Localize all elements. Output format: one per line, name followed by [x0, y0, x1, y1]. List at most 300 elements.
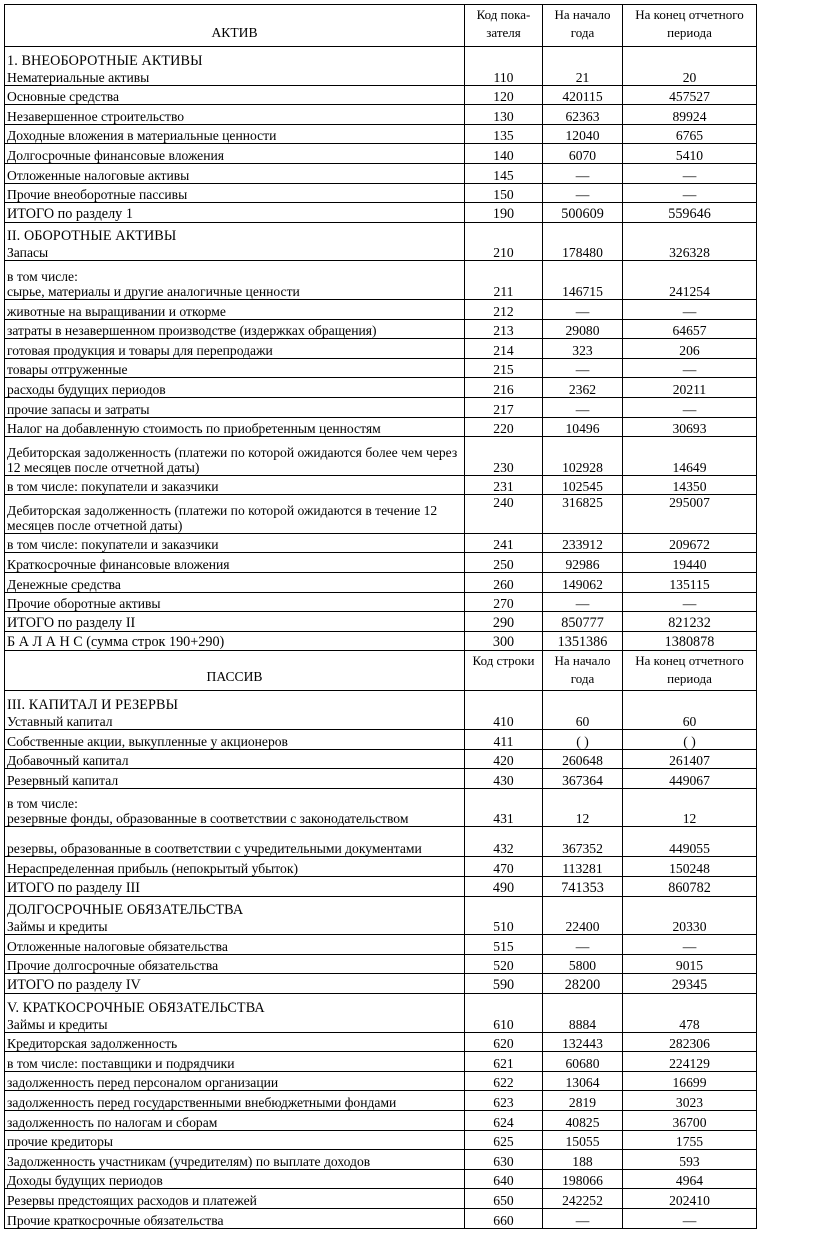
row-name-cell — [5, 163, 465, 183]
row-name: Займы и кредиты — [7, 1016, 108, 1032]
row-name-cell — [5, 553, 465, 573]
row-end-value: 20211 — [623, 378, 757, 398]
row-name-cell — [5, 397, 465, 417]
row-name-cell — [5, 857, 465, 877]
row-name: Прочие оборотные активы — [7, 596, 161, 612]
row-end-value: 821232 — [623, 612, 757, 632]
row-code: 217 — [465, 397, 543, 417]
row-name: товары отгруженные — [7, 362, 128, 378]
row-end-value: — — [623, 397, 757, 417]
row-start-value: 149062 — [543, 573, 623, 593]
row-end-value: — — [623, 299, 757, 319]
row-name-cell — [5, 105, 465, 125]
row-code: 135 — [465, 124, 543, 144]
row-end-value: — — [623, 183, 757, 203]
row-start-value: 102545 — [543, 475, 623, 495]
row-end-value: 295007 — [623, 495, 757, 534]
passive-header-title: ПАССИВ — [5, 651, 465, 691]
row-start-value: 316825 — [543, 495, 623, 534]
row-code: 214 — [465, 339, 543, 359]
row-name-cell — [5, 1071, 465, 1091]
row-code: 130 — [465, 105, 543, 125]
row-code: 420 — [465, 749, 543, 769]
row-name: Займы и кредиты — [7, 919, 108, 935]
row-name: Дебиторская задолженность (платежи по которой ожидаются более чем через 12 месяцев после отчетной даты) — [7, 444, 458, 475]
row-code: 623 — [465, 1091, 543, 1111]
row-code: 430 — [465, 769, 543, 789]
row-code: 241 — [465, 533, 543, 553]
row-end-value: ( ) — [623, 730, 757, 750]
row-name: затраты в незавершенном производстве (издержках обращения) — [7, 323, 377, 339]
row-end-value: 3023 — [623, 1091, 757, 1111]
table-row — [5, 183, 757, 203]
row-name: в том числе: поставщики и подрядчики — [7, 1055, 235, 1071]
row-code: 432 — [465, 827, 543, 857]
row-name: готовая продукция и товары для перепродажи — [7, 342, 273, 358]
table-row — [5, 749, 757, 769]
table-row — [5, 203, 757, 223]
row-start-value: 62363 — [543, 105, 623, 125]
row-start-value: — — [543, 163, 623, 183]
row-name: ИТОГО по разделу III — [7, 879, 140, 896]
table-row — [5, 437, 757, 476]
table-row — [5, 495, 757, 534]
row-end-value: 150248 — [623, 857, 757, 877]
row-code: 630 — [465, 1150, 543, 1170]
row-start-value: 60 — [543, 691, 623, 730]
row-code: 431 — [465, 788, 543, 827]
row-start-value: 40825 — [543, 1110, 623, 1130]
row-start-value: 8884 — [543, 993, 623, 1032]
row-end-value: 559646 — [623, 203, 757, 223]
row-name-cell — [5, 1091, 465, 1111]
row-name-cell — [5, 974, 465, 994]
row-start-value: 850777 — [543, 612, 623, 632]
table-row — [5, 954, 757, 974]
row-start-value: 13064 — [543, 1071, 623, 1091]
row-name: ИТОГО по разделу IV — [7, 976, 141, 993]
active-header-end: На конец отчетного периода — [623, 5, 757, 47]
table-row — [5, 769, 757, 789]
row-start-value: 5800 — [543, 954, 623, 974]
row-name-cell — [5, 896, 465, 935]
row-name-cell — [5, 183, 465, 203]
row-end-value: — — [623, 163, 757, 183]
row-name-cell — [5, 573, 465, 593]
row-name: Основные средства — [7, 89, 120, 105]
row-name-cell — [5, 592, 465, 612]
active-header-title: АКТИВ — [5, 5, 465, 47]
row-name: Запасы — [7, 245, 49, 261]
row-code: 140 — [465, 144, 543, 164]
row-start-value: ( ) — [543, 730, 623, 750]
row-start-value: 1351386 — [543, 631, 623, 651]
row-name: Долгосрочные финансовые вложения — [7, 147, 225, 163]
row-code: 590 — [465, 974, 543, 994]
row-end-value: 4964 — [623, 1169, 757, 1189]
row-name: Б А Л А Н С (сумма строк 190+290) — [7, 634, 225, 651]
row-start-value: 367364 — [543, 769, 623, 789]
row-start-value: 2362 — [543, 378, 623, 398]
row-start-value: 146715 — [543, 261, 623, 300]
row-end-value: 261407 — [623, 749, 757, 769]
row-end-value: 478 — [623, 993, 757, 1032]
row-start-value: 92986 — [543, 553, 623, 573]
row-start-value: 420115 — [543, 85, 623, 105]
row-name: ИТОГО по разделу II — [7, 614, 136, 631]
row-code: 120 — [465, 85, 543, 105]
row-name: Незавершенное строительство — [7, 108, 185, 124]
row-end-value: 135115 — [623, 573, 757, 593]
passive-header-row — [5, 651, 757, 691]
row-name-cell — [5, 1150, 465, 1170]
row-code: 490 — [465, 877, 543, 897]
row-end-value: — — [623, 935, 757, 955]
row-name: Задолженность участникам (учредителям) по выплате доходов — [7, 1153, 371, 1169]
row-name-cell — [5, 85, 465, 105]
row-start-value: 29080 — [543, 319, 623, 339]
row-code: 650 — [465, 1189, 543, 1209]
row-start-value: — — [543, 183, 623, 203]
row-name: задолженность перед государственными внебюджетными фондами — [7, 1094, 397, 1110]
row-end-value: 9015 — [623, 954, 757, 974]
row-code: 640 — [465, 1169, 543, 1189]
row-name: Прочие краткосрочные обязательства — [7, 1212, 224, 1228]
row-name-cell — [5, 749, 465, 769]
row-name: Собственные акции, выкупленные у акционеров — [7, 733, 288, 749]
section-title: III. КАПИТАЛ И РЕЗЕРВЫ — [7, 697, 179, 714]
row-end-value: 14649 — [623, 437, 757, 476]
table-row — [5, 1110, 757, 1130]
table-row — [5, 1169, 757, 1189]
table-row — [5, 1150, 757, 1170]
table-row — [5, 1208, 757, 1228]
row-name: Резервы предстоящих расходов и платежей — [7, 1192, 257, 1208]
row-name: Налог на добавленную стоимость по приобретенным ценностям — [7, 421, 381, 437]
row-name-cell — [5, 612, 465, 632]
row-name-cell — [5, 631, 465, 651]
row-code: 270 — [465, 592, 543, 612]
row-name-cell — [5, 1052, 465, 1072]
table-row — [5, 1032, 757, 1052]
row-end-value: 593 — [623, 1150, 757, 1170]
row-code: 210 — [465, 222, 543, 261]
row-name: Доходные вложения в материальные ценности — [7, 128, 277, 144]
table-row — [5, 592, 757, 612]
row-code: 515 — [465, 935, 543, 955]
row-name-cell — [5, 1032, 465, 1052]
row-name-cell — [5, 1110, 465, 1130]
row-code: 230 — [465, 437, 543, 476]
table-row — [5, 299, 757, 319]
row-name-cell — [5, 1169, 465, 1189]
row-name: Доходы будущих периодов — [7, 1173, 163, 1189]
table-row — [5, 631, 757, 651]
row-name: Нематериальные активы — [7, 69, 150, 85]
table-row — [5, 788, 757, 827]
table-row — [5, 857, 757, 877]
row-name-cell — [5, 495, 465, 534]
row-end-value: 29345 — [623, 974, 757, 994]
row-name-cell — [5, 358, 465, 378]
row-code: 621 — [465, 1052, 543, 1072]
row-start-value: 12040 — [543, 124, 623, 144]
row-code: 212 — [465, 299, 543, 319]
table-row — [5, 533, 757, 553]
row-start-value: 367352 — [543, 827, 623, 857]
row-end-value: 1380878 — [623, 631, 757, 651]
row-name: расходы будущих периодов — [7, 381, 166, 397]
row-end-value: 64657 — [623, 319, 757, 339]
row-end-value: 1755 — [623, 1130, 757, 1150]
row-name: прочие запасы и затраты — [7, 401, 150, 417]
row-name: прочие кредиторы — [7, 1134, 113, 1150]
row-end-value: 209672 — [623, 533, 757, 553]
table-row — [5, 1091, 757, 1111]
row-code: 220 — [465, 417, 543, 437]
row-name-cell — [5, 378, 465, 398]
table-row — [5, 1189, 757, 1209]
row-name-cell — [5, 533, 465, 553]
table-row — [5, 144, 757, 164]
row-code: 660 — [465, 1208, 543, 1228]
row-start-value: — — [543, 1208, 623, 1228]
row-name: задолженность перед персоналом организации — [7, 1075, 279, 1091]
row-code: 150 — [465, 183, 543, 203]
table-row — [5, 261, 757, 300]
balance-sheet-body — [5, 5, 757, 1229]
table-row — [5, 974, 757, 994]
row-name-cell — [5, 827, 465, 857]
row-name-cell — [5, 222, 465, 261]
row-code: 110 — [465, 47, 543, 86]
row-code: 231 — [465, 475, 543, 495]
row-end-value: 14350 — [623, 475, 757, 495]
row-name: задолженность по налогам и сборам — [7, 1114, 218, 1130]
row-name-cell — [5, 954, 465, 974]
row-start-value: — — [543, 299, 623, 319]
row-name: Дебиторская задолженность (платежи по которой ожидаются в течение 12 месяцев после отчетной даты) — [7, 502, 438, 533]
row-name: Прочие внеоборотные пассивы — [7, 187, 188, 203]
table-row — [5, 553, 757, 573]
row-start-value: 242252 — [543, 1189, 623, 1209]
row-name-cell — [5, 437, 465, 476]
table-row — [5, 730, 757, 750]
table-row — [5, 877, 757, 897]
row-start-value: 10496 — [543, 417, 623, 437]
row-end-value: 6765 — [623, 124, 757, 144]
row-name-cell — [5, 935, 465, 955]
row-end-value: — — [623, 358, 757, 378]
table-row — [5, 378, 757, 398]
row-code: 610 — [465, 993, 543, 1032]
row-name: в том числе: покупатели и заказчики — [7, 537, 219, 553]
row-end-value: 30693 — [623, 417, 757, 437]
table-row — [5, 163, 757, 183]
row-code: 625 — [465, 1130, 543, 1150]
active-header-start: На начало года — [543, 5, 623, 47]
row-code: 470 — [465, 857, 543, 877]
row-name: Уставный капитал — [7, 714, 113, 730]
row-end-value: 206 — [623, 339, 757, 359]
passive-header-start: На начало года — [543, 651, 623, 691]
row-code: 216 — [465, 378, 543, 398]
row-start-value: — — [543, 397, 623, 417]
row-code: 620 — [465, 1032, 543, 1052]
table-row — [5, 993, 757, 1032]
row-start-value: 188 — [543, 1150, 623, 1170]
row-end-value: 860782 — [623, 877, 757, 897]
row-start-value: — — [543, 592, 623, 612]
section-title: ДОЛГОСРОЧНЫЕ ОБЯЗАТЕЛЬСТВА — [7, 902, 244, 919]
row-end-value: 16699 — [623, 1071, 757, 1091]
section-title: II. ОБОРОТНЫЕ АКТИВЫ — [7, 228, 177, 245]
row-end-value: 5410 — [623, 144, 757, 164]
row-name-cell — [5, 299, 465, 319]
row-start-value: 28200 — [543, 974, 623, 994]
row-code: 240 — [465, 495, 543, 534]
row-prefix: в том числе: — [7, 796, 78, 812]
table-row — [5, 358, 757, 378]
row-name-cell — [5, 788, 465, 827]
row-code: 213 — [465, 319, 543, 339]
row-end-value: 36700 — [623, 1110, 757, 1130]
row-end-value: — — [623, 592, 757, 612]
row-name-cell — [5, 1130, 465, 1150]
row-name-cell — [5, 769, 465, 789]
row-start-value: 102928 — [543, 437, 623, 476]
table-row — [5, 1052, 757, 1072]
row-end-value: 326328 — [623, 222, 757, 261]
row-end-value: 20 — [623, 47, 757, 86]
row-prefix: в том числе: — [7, 268, 78, 284]
table-row — [5, 105, 757, 125]
row-name: Кредиторская задолженность — [7, 1036, 178, 1052]
row-name-cell — [5, 993, 465, 1032]
row-start-value: 323 — [543, 339, 623, 359]
row-start-value: 12 — [543, 788, 623, 827]
row-name: в том числе: покупатели и заказчики — [7, 479, 219, 495]
row-start-value: 6070 — [543, 144, 623, 164]
row-end-value: 282306 — [623, 1032, 757, 1052]
row-start-value: — — [543, 358, 623, 378]
row-name: резервные фонды, образованные в соответствии с законодательством — [7, 811, 409, 827]
row-name-cell — [5, 261, 465, 300]
table-row — [5, 612, 757, 632]
row-name: животные на выращивании и откорме — [7, 303, 226, 319]
table-row — [5, 85, 757, 105]
row-name-cell — [5, 1189, 465, 1209]
table-row — [5, 573, 757, 593]
table-row — [5, 827, 757, 857]
row-name: Добавочный капитал — [7, 753, 129, 769]
row-name-cell — [5, 475, 465, 495]
row-code: 211 — [465, 261, 543, 300]
row-name: Прочие долгосрочные обязательства — [7, 958, 219, 974]
active-header-code: Код пока-зателя — [465, 5, 543, 47]
table-row — [5, 1130, 757, 1150]
row-name-cell — [5, 877, 465, 897]
row-name: Краткосрочные финансовые вложения — [7, 557, 230, 573]
row-name: Денежные средства — [7, 576, 121, 592]
table-row — [5, 397, 757, 417]
passive-header-end: На конец отчетного периода — [623, 651, 757, 691]
row-start-value: 178480 — [543, 222, 623, 261]
row-code: 410 — [465, 691, 543, 730]
row-start-value: 22400 — [543, 896, 623, 935]
row-end-value: 449055 — [623, 827, 757, 857]
row-code: 300 — [465, 631, 543, 651]
section-title: V. КРАТКОСРОЧНЫЕ ОБЯЗАТЕЛЬСТВА — [7, 999, 265, 1016]
row-name-cell — [5, 730, 465, 750]
table-row — [5, 319, 757, 339]
table-row — [5, 417, 757, 437]
row-start-value: 500609 — [543, 203, 623, 223]
table-row — [5, 124, 757, 144]
row-code: 520 — [465, 954, 543, 974]
row-name-cell — [5, 203, 465, 223]
table-row — [5, 691, 757, 730]
row-start-value: 15055 — [543, 1130, 623, 1150]
row-name-cell — [5, 47, 465, 86]
row-start-value: 233912 — [543, 533, 623, 553]
row-start-value: 2819 — [543, 1091, 623, 1111]
row-name: ИТОГО по разделу 1 — [7, 205, 133, 222]
row-code: 624 — [465, 1110, 543, 1130]
table-row — [5, 896, 757, 935]
row-code: 145 — [465, 163, 543, 183]
row-code: 190 — [465, 203, 543, 223]
row-start-value: 60680 — [543, 1052, 623, 1072]
row-code: 250 — [465, 553, 543, 573]
row-code: 510 — [465, 896, 543, 935]
row-start-value: 132443 — [543, 1032, 623, 1052]
row-end-value: 224129 — [623, 1052, 757, 1072]
row-name-cell — [5, 1208, 465, 1228]
row-name: резервы, образованные в соответствии с учредительными документами — [7, 841, 422, 857]
row-start-value: — — [543, 935, 623, 955]
row-name-cell — [5, 144, 465, 164]
row-end-value: 19440 — [623, 553, 757, 573]
table-row — [5, 339, 757, 359]
row-code: 215 — [465, 358, 543, 378]
row-name: Отложенные налоговые активы — [7, 167, 190, 183]
active-header-row — [5, 5, 757, 47]
row-name-cell — [5, 417, 465, 437]
row-code: 290 — [465, 612, 543, 632]
row-end-value: 449067 — [623, 769, 757, 789]
row-start-value: 741353 — [543, 877, 623, 897]
row-end-value: 89924 — [623, 105, 757, 125]
row-end-value: — — [623, 1208, 757, 1228]
row-name-cell — [5, 124, 465, 144]
section-title: 1. ВНЕОБОРОТНЫЕ АКТИВЫ — [7, 52, 203, 69]
row-name: Нераспределенная прибыль (непокрытый убыток) — [7, 861, 298, 876]
row-code: 260 — [465, 573, 543, 593]
row-start-value: 113281 — [543, 857, 623, 877]
table-row — [5, 475, 757, 495]
row-name-cell — [5, 339, 465, 359]
row-name: Отложенные налоговые обязательства — [7, 938, 228, 954]
passive-header-code: Код строки — [465, 651, 543, 691]
row-code: 622 — [465, 1071, 543, 1091]
table-row — [5, 935, 757, 955]
table-row — [5, 47, 757, 86]
row-code: 411 — [465, 730, 543, 750]
row-start-value: 198066 — [543, 1169, 623, 1189]
row-name: Резервный капитал — [7, 772, 119, 788]
row-end-value: 60 — [623, 691, 757, 730]
